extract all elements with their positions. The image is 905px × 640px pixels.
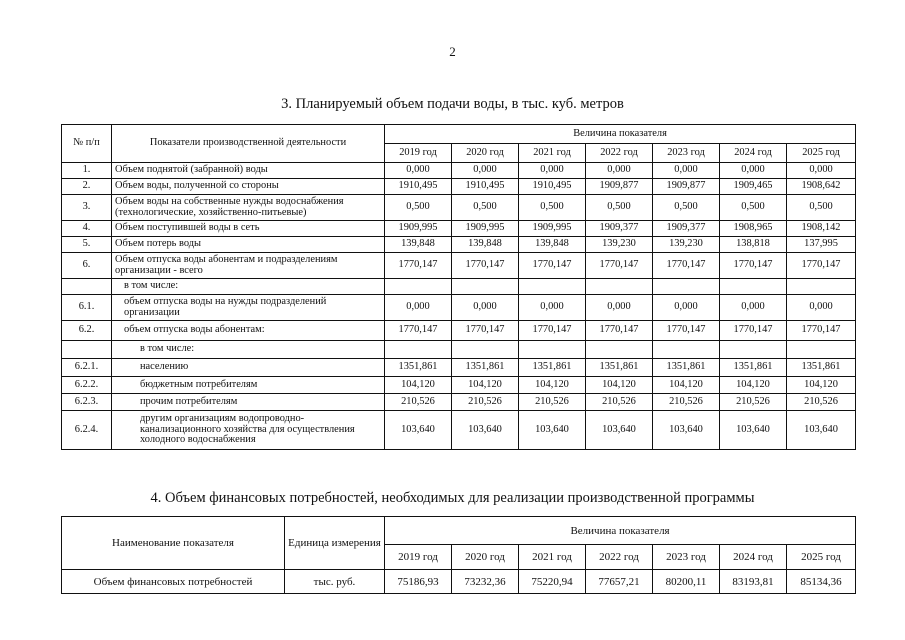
row-number: 6.2.2. [62,377,112,394]
value-cell: 0,000 [653,163,720,179]
value-cell: 1909,877 [653,179,720,195]
value-cell: 1770,147 [653,321,720,341]
value-cell: 0,500 [452,195,519,221]
value-cell: 1770,147 [385,321,452,341]
value-cell: 1909,377 [653,221,720,237]
value-cell: 1770,147 [385,253,452,279]
value-cell: 80200,11 [653,570,720,594]
value-cell: 139,848 [385,237,452,253]
value-cell: 0,000 [452,163,519,179]
year-header: 2023 год [653,144,720,163]
row-number: 6.2.4. [62,411,112,450]
year-header: 2020 год [452,144,519,163]
value-cell: 210,526 [519,394,586,411]
value-cell [385,279,452,295]
value-cell [452,279,519,295]
table-row [62,163,856,179]
value-cell: 104,120 [586,377,653,394]
value-cell: 0,000 [385,163,452,179]
row-number: 4. [62,221,112,237]
header-name: Наименование показателя [62,517,285,570]
value-cell: 1351,861 [720,359,787,377]
value-cell [452,341,519,359]
value-cell: 73232,36 [452,570,519,594]
value-cell: 210,526 [586,394,653,411]
value-cell: 104,120 [787,377,856,394]
value-cell: 0,500 [787,195,856,221]
value-cell: 1908,965 [720,221,787,237]
value-cell: 103,640 [452,411,519,450]
row-label: Объем поднятой (забранной) воды [112,163,385,179]
row-number: 1. [62,163,112,179]
table-row [62,411,856,450]
table-row [62,179,856,195]
row-label: Объем потерь воды [112,237,385,253]
table-row [62,295,856,321]
value-cell: 0,000 [787,295,856,321]
year-header: 2023 год [653,545,720,570]
value-cell: 1770,147 [452,253,519,279]
value-cell: 1351,861 [385,359,452,377]
value-cell: 0,500 [385,195,452,221]
value-cell: 0,000 [519,163,586,179]
value-cell: 1910,495 [519,179,586,195]
value-cell [519,279,586,295]
value-cell: 75220,94 [519,570,586,594]
year-header: 2019 год [385,144,452,163]
year-header: 2022 год [586,144,653,163]
value-cell: 1909,465 [720,179,787,195]
value-cell: 1909,377 [586,221,653,237]
page-number: 2 [449,44,456,59]
year-header: 2019 год [385,545,452,570]
row-number [62,279,112,295]
value-cell: 83193,81 [720,570,787,594]
row-number: 6.2.1. [62,359,112,377]
value-cell: 210,526 [385,394,452,411]
value-cell [586,341,653,359]
value-cell: 1908,642 [787,179,856,195]
value-cell: 0,000 [452,295,519,321]
table-row [62,570,856,594]
value-cell: 1770,147 [653,253,720,279]
row-label: Объем воды, полученной со стороны [112,179,385,195]
value-cell: 1909,995 [385,221,452,237]
row-label: прочим потребителям [112,394,385,411]
value-cell: 1351,861 [787,359,856,377]
row-number: 6.1. [62,295,112,321]
row-label: населению [112,359,385,377]
header-indicator: Показатели производственной деятельности [112,125,385,163]
row-label: в том числе: [112,279,385,295]
table-row [62,253,856,279]
value-cell [653,279,720,295]
value-cell: 103,640 [586,411,653,450]
header-value: Величина показателя [385,125,856,144]
section-title-water-volume: 3. Планируемый объем подачи воды, в тыс. куб. метров [281,96,624,112]
value-cell: 0,000 [720,295,787,321]
value-cell: 1909,877 [586,179,653,195]
value-cell [720,341,787,359]
value-cell: 103,640 [519,411,586,450]
row-label: объем отпуска воды на нужды подразделений организации [112,295,385,321]
table-row [62,195,856,221]
value-cell: 1770,147 [452,321,519,341]
row-unit: тыс. руб. [285,570,385,594]
table-row [62,341,856,359]
value-cell: 139,848 [452,237,519,253]
value-cell: 139,230 [586,237,653,253]
table-row [62,237,856,253]
value-cell: 210,526 [452,394,519,411]
value-cell: 103,640 [385,411,452,450]
value-cell: 1909,995 [452,221,519,237]
row-number: 6.2.3. [62,394,112,411]
value-cell: 1910,495 [452,179,519,195]
financial-needs-table [61,516,856,594]
value-cell: 137,995 [787,237,856,253]
year-header: 2020 год [452,545,519,570]
row-label: объем отпуска воды абонентам: [112,321,385,341]
value-cell: 0,500 [653,195,720,221]
year-header: 2024 год [720,144,787,163]
value-cell: 210,526 [720,394,787,411]
value-cell: 0,000 [787,163,856,179]
year-header: 2022 год [586,545,653,570]
value-cell: 75186,93 [385,570,452,594]
year-header: 2021 год [519,545,586,570]
value-cell [385,341,452,359]
table-row [62,221,856,237]
header-value: Величина показателя [385,517,856,545]
value-cell: 210,526 [653,394,720,411]
header-num: № п/п [62,125,112,163]
value-cell: 1351,861 [653,359,720,377]
value-cell: 1770,147 [586,321,653,341]
value-cell: 139,848 [519,237,586,253]
value-cell: 0,000 [519,295,586,321]
row-label: в том числе: [112,341,385,359]
value-cell [586,279,653,295]
value-cell: 103,640 [787,411,856,450]
value-cell: 210,526 [787,394,856,411]
value-cell: 1351,861 [519,359,586,377]
table-row [62,321,856,341]
value-cell: 1351,861 [452,359,519,377]
value-cell: 1909,995 [519,221,586,237]
value-cell: 1770,147 [586,253,653,279]
value-cell: 104,120 [720,377,787,394]
value-cell [787,279,856,295]
value-cell: 1770,147 [720,321,787,341]
header-unit: Единица измерения [285,517,385,570]
row-number: 6. [62,253,112,279]
value-cell [720,279,787,295]
water-volume-table [61,124,856,450]
row-label: другим организациям водопроводно-канализационного хозяйства для осуществления холодного водоснабжения [112,411,385,450]
value-cell: 103,640 [720,411,787,450]
value-cell: 0,000 [720,163,787,179]
value-cell: 0,500 [519,195,586,221]
row-label: бюджетным потребителям [112,377,385,394]
value-cell: 1351,861 [586,359,653,377]
value-cell [653,341,720,359]
row-number: 5. [62,237,112,253]
row-label: Объем поступившей воды в сеть [112,221,385,237]
table-row [62,359,856,377]
row-number: 2. [62,179,112,195]
value-cell: 104,120 [452,377,519,394]
row-number [62,341,112,359]
value-cell: 1770,147 [519,253,586,279]
table-row [62,377,856,394]
value-cell: 104,120 [653,377,720,394]
value-cell: 0,000 [586,163,653,179]
value-cell: 1770,147 [787,253,856,279]
value-cell: 0,000 [385,295,452,321]
row-number: 3. [62,195,112,221]
value-cell: 0,000 [653,295,720,321]
value-cell: 1770,147 [519,321,586,341]
table-row [62,394,856,411]
value-cell: 1910,495 [385,179,452,195]
year-header: 2025 год [787,545,856,570]
value-cell [787,341,856,359]
value-cell: 1770,147 [787,321,856,341]
value-cell: 103,640 [653,411,720,450]
value-cell: 77657,21 [586,570,653,594]
section-title-financial-needs: 4. Объем финансовых потребностей, необходимых для реализации производственной программы [150,490,755,506]
value-cell: 1770,147 [720,253,787,279]
value-cell: 0,500 [586,195,653,221]
year-header: 2025 год [787,144,856,163]
value-cell: 138,818 [720,237,787,253]
value-cell: 1908,142 [787,221,856,237]
value-cell [519,341,586,359]
row-label: Объем отпуска воды абонентам и подразделениям организации - всего [112,253,385,279]
value-cell: 0,000 [586,295,653,321]
row-label: Объем финансовых потребностей [62,570,285,594]
table-row [62,279,856,295]
value-cell: 104,120 [385,377,452,394]
value-cell: 0,500 [720,195,787,221]
row-label: Объем воды на собственные нужды водоснабжения (технологические, хозяйственно-питьевые) [112,195,385,221]
row-number: 6.2. [62,321,112,341]
year-header: 2024 год [720,545,787,570]
value-cell: 85134,36 [787,570,856,594]
value-cell: 139,230 [653,237,720,253]
value-cell: 104,120 [519,377,586,394]
year-header: 2021 год [519,144,586,163]
